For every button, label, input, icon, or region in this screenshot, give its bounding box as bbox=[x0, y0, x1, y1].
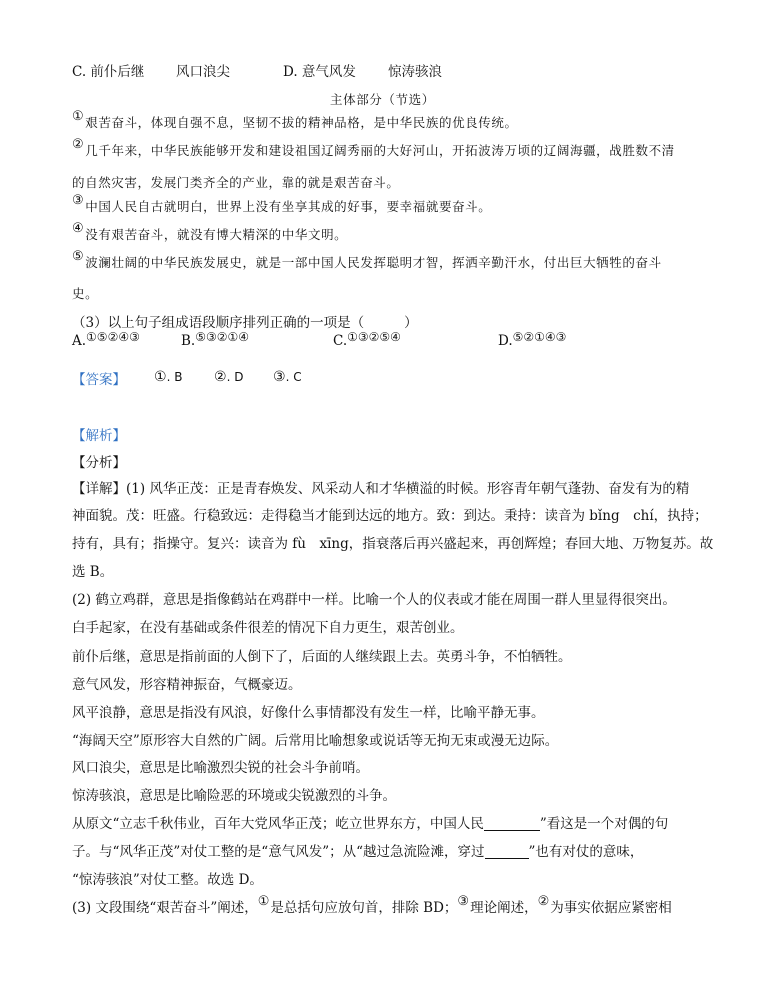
sentence-2 bbox=[72, 137, 675, 159]
sentence-4 bbox=[72, 221, 348, 243]
analysis-p10-line-1 bbox=[72, 812, 668, 832]
detail-line-1-text: (1) 风华正茂：正是青春焕发、风采动人和才华横溢的时候。形容青年朝气蓬勃、奋发有为的精 bbox=[126, 481, 690, 497]
q3-option-a-letter: A. bbox=[72, 333, 87, 349]
detail-line-1 bbox=[72, 477, 689, 497]
sentence-3-text: 中国人民自古就明白，世界上没有坐享其成的好事，要幸福就要奋斗。 bbox=[85, 199, 492, 214]
option-d-label: D. 意气风发 bbox=[283, 64, 356, 80]
analysis-p10-line-2-a: 子。与“风华正茂”对仗工整的是“意气风发”；从“越过急流险滩，穿过 bbox=[72, 844, 485, 860]
option-c-label: C. 前仆后继 bbox=[72, 64, 145, 80]
sentence-1-number: ① bbox=[72, 109, 85, 124]
answer-2-value: . D bbox=[226, 370, 244, 384]
q3-option-b-seq: ⑤③②①④ bbox=[195, 330, 250, 344]
answer-3 bbox=[273, 369, 302, 385]
q3-option-a-seq: ①⑤②④③ bbox=[86, 330, 140, 344]
q3-option-b-letter: B. bbox=[181, 333, 196, 349]
analysis-p11-num-3: ③ bbox=[457, 894, 470, 909]
analysis-p7: “海阔天空”原形容大自然的广阔。后常用比喻想象或说话等无拘无束或漫无边际。 bbox=[72, 733, 559, 749]
answer-3-value: . C bbox=[285, 370, 302, 384]
detail-line-3: 持有，具有；指操守。复兴：读音为 fù xīng，指衰落后再兴盛起来，再创辉煌；春回大地、万物复苏。故 bbox=[72, 536, 714, 552]
passage-title: 主体部分（节选） bbox=[330, 92, 435, 107]
analysis-p9: 惊涛骇浪，意思是比喻险恶的环境或尖锐激烈的斗争。 bbox=[72, 788, 396, 804]
analysis-p10-line-2-b: ”也有对仗的意味， bbox=[528, 844, 644, 860]
fill-in-blank-2 bbox=[485, 844, 529, 859]
analysis-p6: 风平浪静，意思是指没有风浪，好像什么事情都没有发生一样，比喻平静无事。 bbox=[72, 705, 545, 721]
sentence-1-text: 艰苦奋斗，体现自强不息，坚韧不拔的精神品格，是中华民族的优良传统。 bbox=[85, 115, 518, 130]
sentence-4-text: 没有艰苦奋斗，就没有博大精深的中华文明。 bbox=[85, 227, 348, 242]
q3-option-d-seq: ⑤②①④③ bbox=[512, 330, 567, 344]
analysis-p11-d: 为事实依据应紧密相 bbox=[550, 900, 672, 916]
analysis-p11-a: (3) 文段围绕“艰苦奋斗”阐述， bbox=[72, 900, 258, 916]
sentence-5-text-b: 史。 bbox=[72, 286, 99, 301]
sentence-4-number: ④ bbox=[72, 221, 85, 236]
answer-1-value: . B bbox=[166, 370, 183, 384]
q3-option-c-seq: ①③②⑤④ bbox=[347, 330, 401, 344]
analysis-p10-line-3: “惊涛骇浪”对仗工整。故选 D。 bbox=[72, 872, 263, 888]
analysis-p11-b: 是总括句应放句首，排除 BD； bbox=[270, 900, 458, 916]
fenxi-label: 【分析】 bbox=[72, 455, 126, 471]
answer-2-number: ② bbox=[214, 369, 227, 385]
q3-option-b bbox=[181, 330, 250, 349]
q3-option-c bbox=[333, 330, 401, 349]
option-c-word2: 风口浪尖 bbox=[176, 64, 230, 80]
answer-1 bbox=[154, 369, 182, 385]
sentence-1 bbox=[72, 109, 518, 131]
question-3-stem-end: ） bbox=[404, 315, 418, 331]
q3-option-d bbox=[498, 330, 567, 349]
detail-line-2: 神面貌。茂：旺盛。行稳致远：走得稳当才能到达远的地方。致：到达。秉持：读音为 bǐng chí，执持； bbox=[72, 508, 708, 524]
question-3-stem bbox=[72, 311, 418, 331]
answer-2 bbox=[214, 369, 243, 385]
jiexi-label: 【解析】 bbox=[72, 428, 126, 444]
xiangjie-label: 【详解】 bbox=[72, 481, 126, 497]
question-3-stem-text: （3）以上句子组成语段顺序排列正确的一项是（ bbox=[72, 315, 365, 331]
analysis-p4: 前仆后继，意思是指前面的人倒下了，后面的人继续跟上去。英勇斗争，不怕牺牲。 bbox=[72, 649, 572, 665]
analysis-p11-c: 理论阐述， bbox=[470, 900, 538, 916]
sentence-2-number: ② bbox=[72, 137, 85, 152]
q3-option-a bbox=[72, 330, 140, 349]
q3-option-d-letter: D. bbox=[498, 333, 513, 349]
sentence-2-text-a: 几千年来，中华民族能够开发和建设祖国辽阔秀丽的大好河山，开拓波涛万顷的辽阔海疆，战胜数不清 bbox=[85, 143, 675, 158]
analysis-p5: 意气风发，形容精神振奋，气概豪迈。 bbox=[72, 677, 302, 693]
sentence-3 bbox=[72, 193, 492, 215]
detail-line-4: 选 B。 bbox=[72, 564, 114, 580]
analysis-p3: 白手起家，在没有基础或条件很差的情况下自力更生，艰苦创业。 bbox=[72, 620, 464, 636]
fill-in-blank-1 bbox=[484, 816, 540, 831]
analysis-p10-line-1-b: ”看这是一个对偶的句 bbox=[539, 816, 669, 832]
sentence-5 bbox=[72, 249, 662, 271]
answer-label: 【答案】 bbox=[72, 372, 126, 388]
sentence-3-number: ③ bbox=[72, 193, 85, 208]
option-d-word2: 惊涛骇浪 bbox=[388, 64, 442, 80]
answer-1-number: ① bbox=[154, 369, 167, 385]
analysis-p10-line-1-a: 从原文“立志千秋伟业，百年大党风华正茂；屹立世界东方，中国人民 bbox=[72, 816, 484, 832]
analysis-p10-line-2 bbox=[72, 840, 643, 860]
analysis-p11 bbox=[72, 896, 672, 916]
answer-3-number: ③ bbox=[273, 369, 286, 385]
sentence-5-number: ⑤ bbox=[72, 249, 85, 264]
sentence-5-text-a: 波澜壮阔的中华民族发展史，就是一部中国人民发挥聪明才智，挥洒辛勤汗水，付出巨大牺牲的奋斗 bbox=[85, 255, 662, 270]
analysis-p8: 风口浪尖，意思是比喻激烈尖锐的社会斗争前哨。 bbox=[72, 760, 369, 776]
analysis-p2: (2) 鹤立鸡群，意思是指像鹤站在鸡群中一样。比喻一个人的仪表或才能在周围一群人里显得很突出。 bbox=[72, 592, 676, 608]
sentence-2-text-b: 的自然灾害，发展门类齐全的产业，靠的就是艰苦奋斗。 bbox=[72, 175, 400, 190]
analysis-p11-num-1: ① bbox=[257, 894, 270, 909]
q3-option-c-letter: C. bbox=[333, 333, 348, 349]
analysis-p11-num-2: ② bbox=[537, 894, 550, 909]
